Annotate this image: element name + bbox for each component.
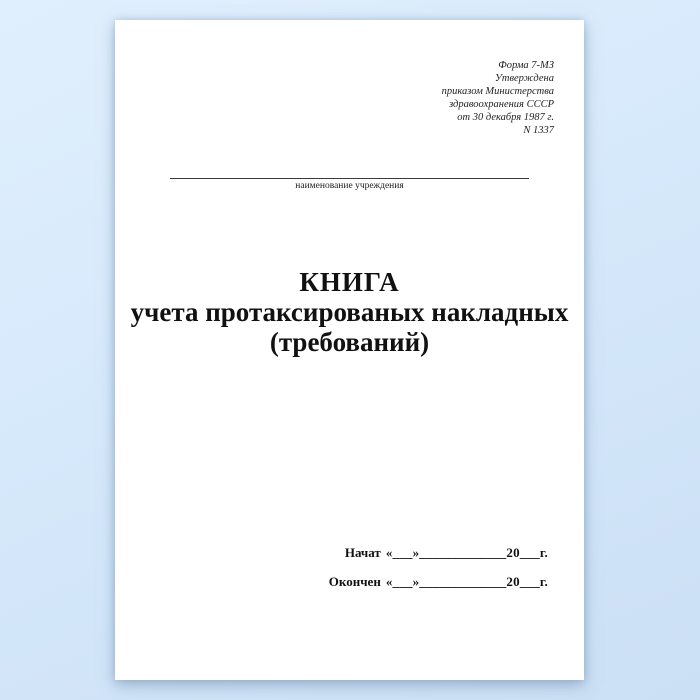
form-approval-note: [442, 59, 554, 137]
approval-note-line: Утверждена: [494, 73, 554, 84]
organization-name-caption: наименование учреждения: [295, 181, 404, 191]
approval-note-line: приказом Министерства: [441, 86, 554, 97]
document-title-line: (требований): [269, 327, 430, 357]
document-title: [115, 267, 584, 357]
date-finished-row: [329, 574, 548, 590]
organization-name-field: [170, 178, 529, 192]
date-started-row: [329, 545, 548, 561]
date-started-label: Начат: [344, 545, 381, 560]
date-started-value: «___»_____________20___г.: [385, 545, 548, 560]
approval-note-line: здравоохранения СССР: [449, 99, 554, 110]
organization-name-blank-line: [170, 178, 529, 179]
date-fields: [329, 545, 548, 603]
document-title-line: КНИГА: [299, 267, 400, 297]
date-finished-label: Окончен: [328, 574, 381, 589]
approval-note-line: Форма 7-МЗ: [498, 60, 554, 71]
approval-note-line: N 1337: [523, 125, 554, 136]
date-finished-value: «___»_____________20___г.: [385, 574, 548, 589]
form-cover-page: [115, 20, 584, 680]
approval-note-line: от 30 декабря 1987 г.: [457, 112, 554, 123]
document-title-line: учета протаксированых накладных: [130, 297, 569, 327]
